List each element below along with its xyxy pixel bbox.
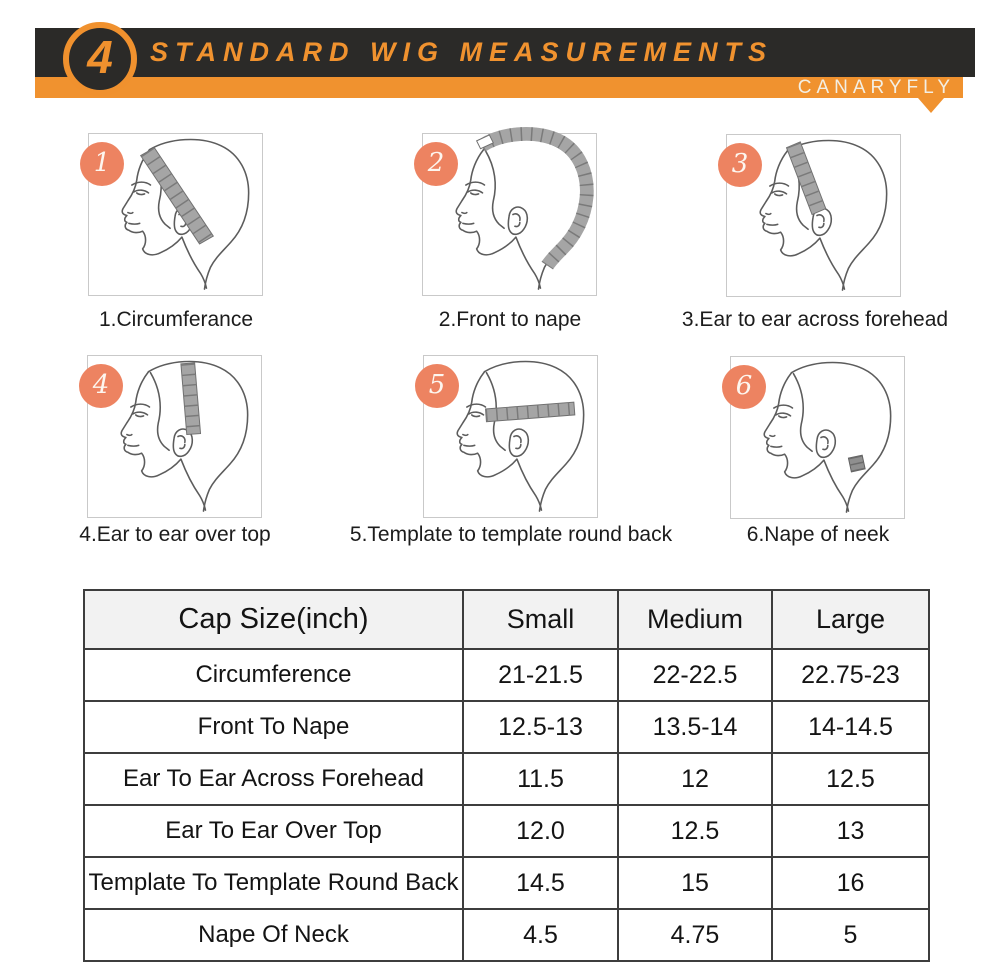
step-number-badge — [63, 22, 137, 96]
col-header-cap-size: Cap Size(inch) — [84, 590, 463, 649]
number-badge: 6 — [722, 365, 766, 409]
table-header-row — [84, 590, 929, 649]
table-row — [84, 805, 929, 857]
col-header-medium: Medium — [618, 590, 772, 649]
col-header-large: Large — [772, 590, 929, 649]
header-orange-band — [35, 77, 963, 98]
figure-template-round-back — [423, 355, 598, 518]
row-label: Nape Of Neck — [84, 909, 463, 961]
measurement-tape — [848, 455, 865, 472]
cell-value: 16 — [772, 857, 929, 909]
cell-value: 12 — [618, 753, 772, 805]
table-row — [84, 857, 929, 909]
page-title: STANDARD WIG MEASUREMENTS — [150, 37, 773, 67]
figure-front-to-nape — [422, 133, 597, 296]
step-number: 4 — [87, 31, 113, 83]
figure-ear-to-ear-across-forehead — [726, 134, 901, 297]
cell-value: 4.75 — [618, 909, 772, 961]
cell-value: 22-22.5 — [618, 649, 772, 701]
cell-value: 15 — [618, 857, 772, 909]
cell-value: 14-14.5 — [772, 701, 929, 753]
cell-value: 12.5 — [618, 805, 772, 857]
cell-value: 12.5 — [772, 753, 929, 805]
brand-logo: CANARYFLY — [797, 76, 955, 98]
row-label: Front To Nape — [84, 701, 463, 753]
row-label: Template To Template Round Back — [84, 857, 463, 909]
cell-value: 11.5 — [463, 753, 618, 805]
number-badge: 1 — [80, 142, 124, 186]
number-badge: 5 — [415, 364, 459, 408]
table-row — [84, 753, 929, 805]
orange-band-pointer — [918, 98, 944, 113]
table-row — [84, 909, 929, 961]
measurement-tape — [181, 363, 201, 435]
figure-circumference — [88, 133, 263, 296]
figure-label: 4.Ear to ear over top — [79, 523, 271, 546]
cell-value: 13 — [772, 805, 929, 857]
figure-label: 3.Ear to ear across forehead — [681, 308, 949, 331]
row-label: Circumference — [84, 649, 463, 701]
col-header-small: Small — [463, 590, 618, 649]
cell-value: 21-21.5 — [463, 649, 618, 701]
row-label: Ear To Ear Over Top — [84, 805, 463, 857]
figure-label: 2.Front to nape — [438, 308, 582, 331]
table-row — [84, 701, 929, 753]
cell-value: 14.5 — [463, 857, 618, 909]
measurement-tape — [141, 148, 214, 244]
figure-label: 5.Template to template round back — [349, 523, 673, 546]
cell-value: 12.0 — [463, 805, 618, 857]
cell-value: 5 — [772, 909, 929, 961]
figure-ear-to-ear-over-top — [87, 355, 262, 518]
cell-value: 22.75-23 — [772, 649, 929, 701]
row-label: Ear To Ear Across Forehead — [84, 753, 463, 805]
measurement-tape — [485, 402, 574, 422]
figure-label: 1.Circumferance — [98, 308, 254, 331]
cap-size-table — [83, 589, 930, 962]
table-row — [84, 649, 929, 701]
number-badge: 2 — [414, 142, 458, 186]
cell-value: 13.5-14 — [618, 701, 772, 753]
number-badge: 3 — [718, 143, 762, 187]
cell-value: 4.5 — [463, 909, 618, 961]
measurement-tape — [787, 142, 826, 215]
cell-value: 12.5-13 — [463, 701, 618, 753]
figure-label: 6.Nape of neek — [746, 523, 890, 546]
figure-nape-of-neck — [730, 356, 905, 519]
number-badge: 4 — [79, 364, 123, 408]
